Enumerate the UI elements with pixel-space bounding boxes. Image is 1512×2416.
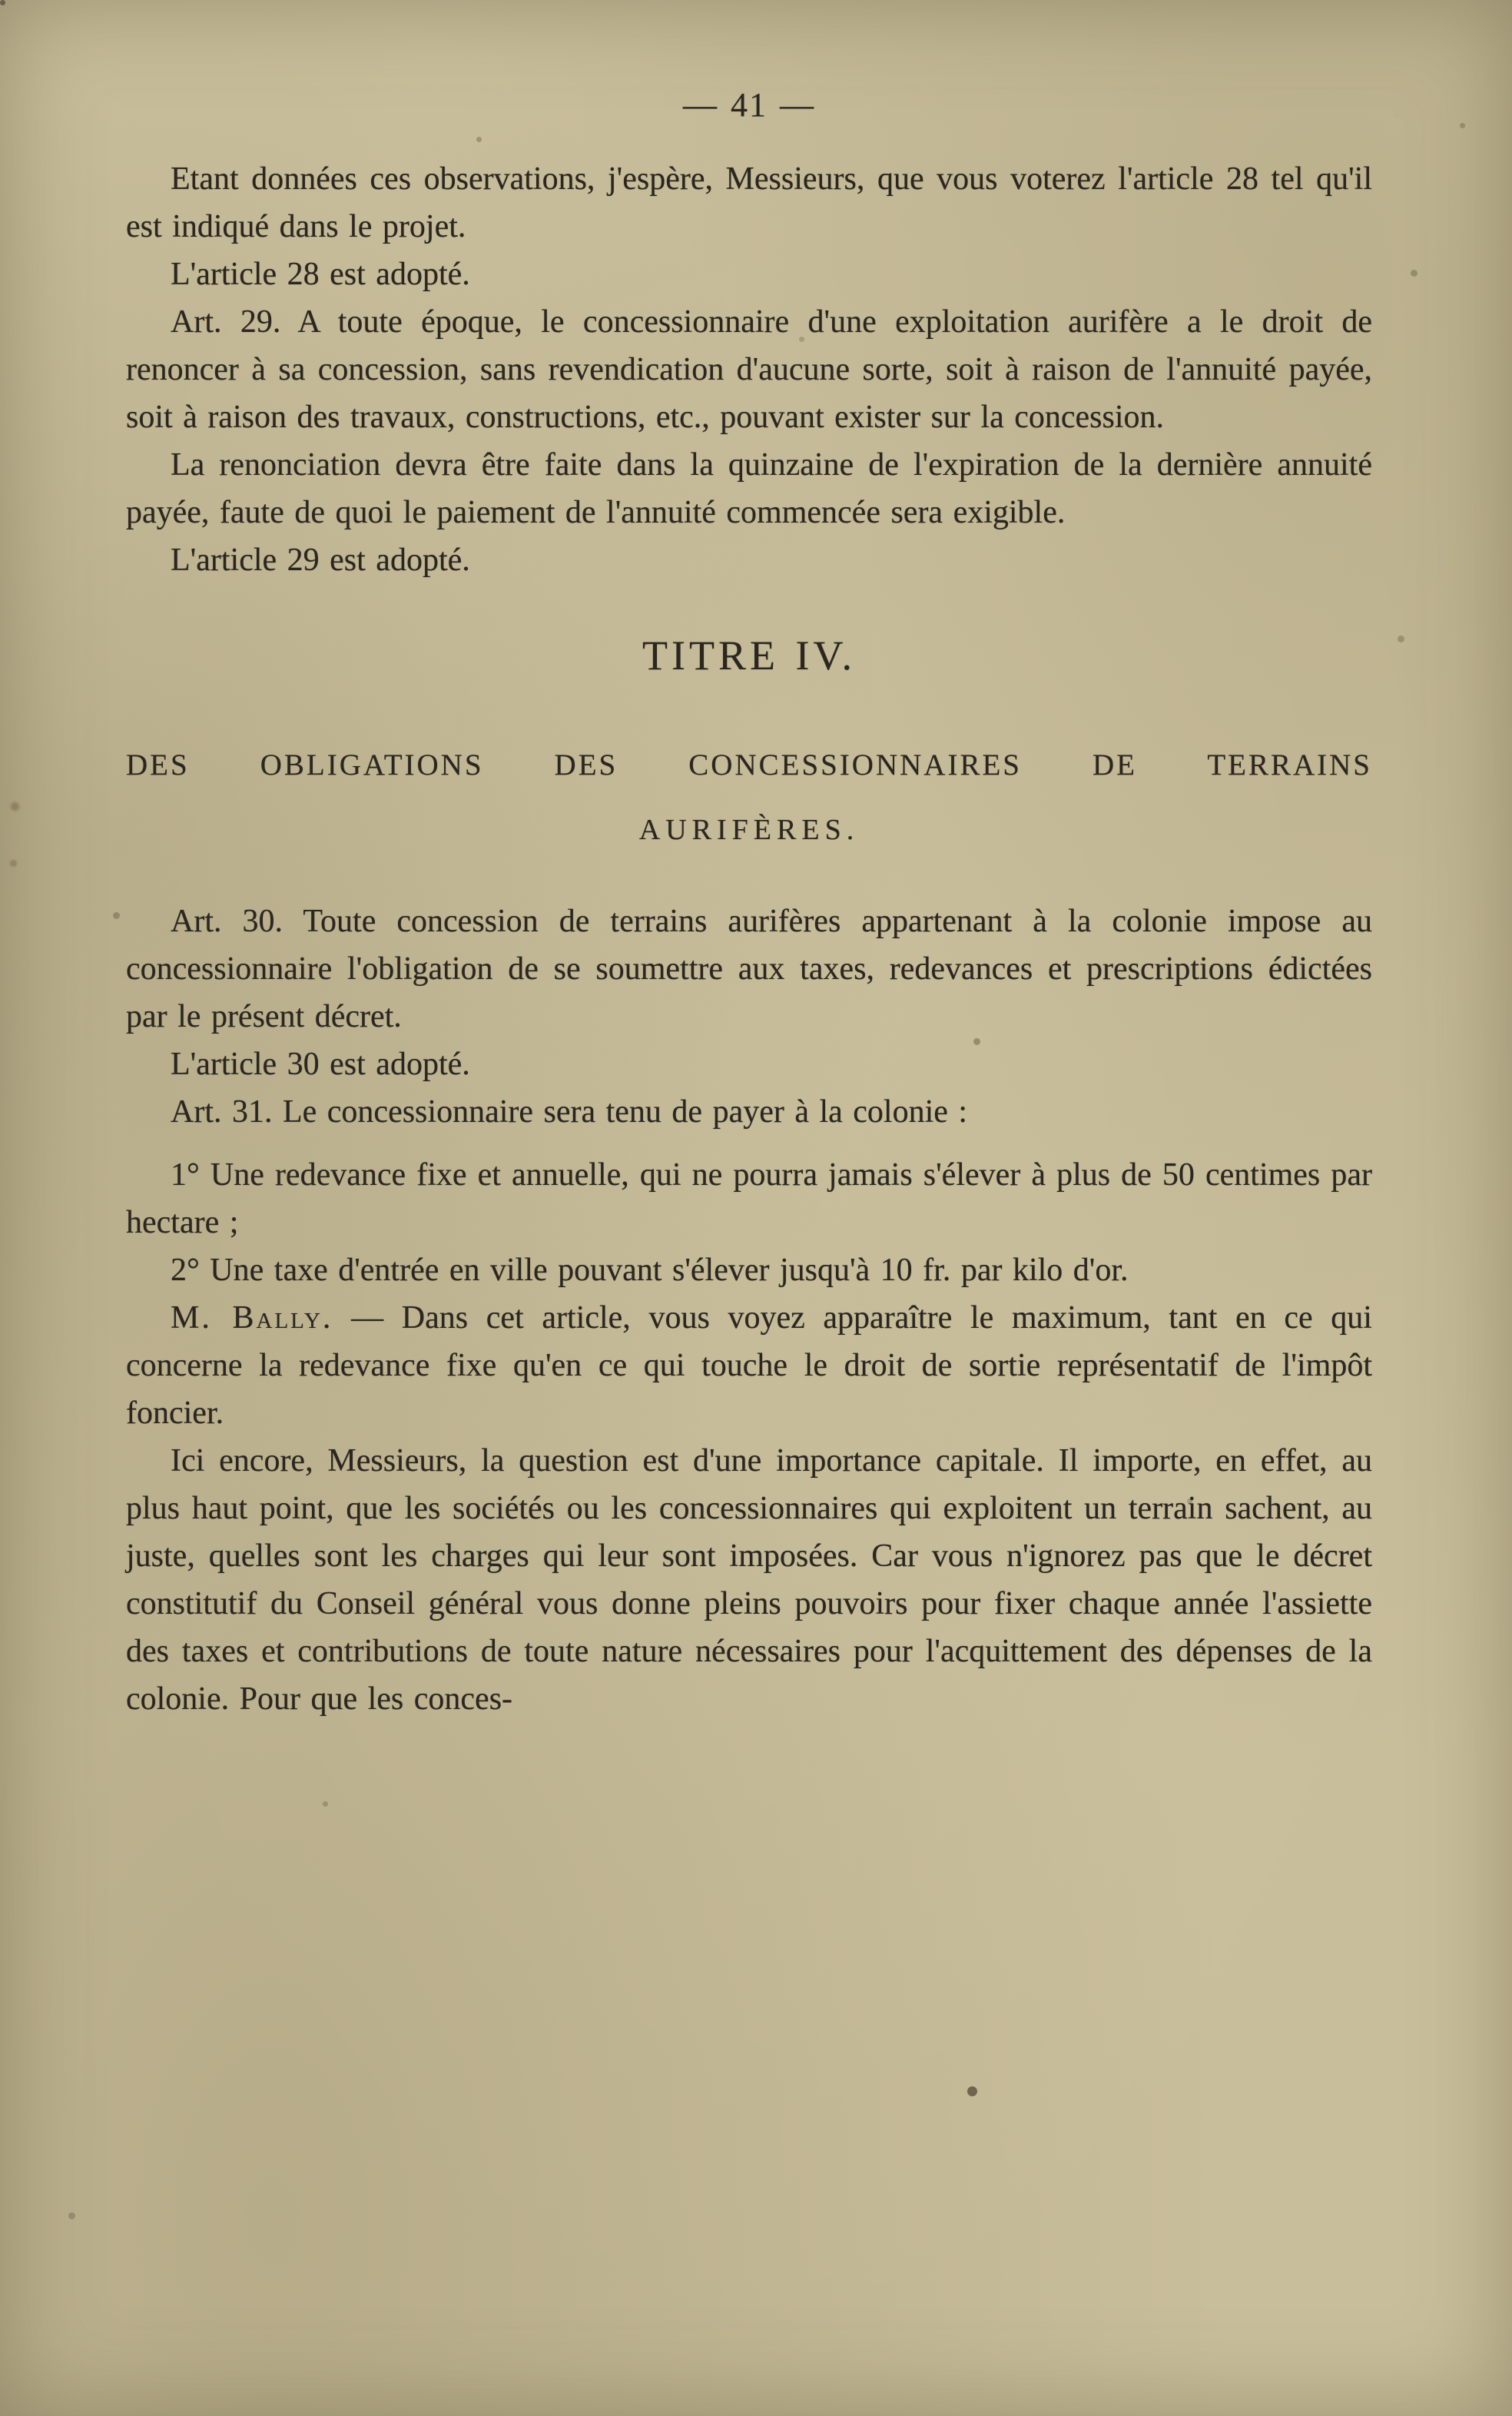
paragraph-speech-bally: [126, 1294, 1372, 1437]
speaker-name: M. Bally.: [171, 1300, 333, 1336]
titre-iv-subtitle-line-1: DES OBLIGATIONS DES CONCESSIONNAIRES DE TERRAINS: [126, 748, 1372, 782]
paragraph-art-30: Art. 30. Toute concession de terrains aurifères appartenant à la colonie impose au concessionnaire l'obligation de se soumettre aux taxes, redevances et prescriptions édictées par le présent décret.: [126, 904, 1372, 1034]
paragraph-ici-encore: Ici encore, Messieurs, la question est d'une importance capitale. Il importe, en effet, au plus haut point, que les sociétés ou les concessionnaires qui exploitent un terrain sachent, au juste, quelles sont les charges qui leur sont imposées. Car vous n'ignorez pas que le décret constitutif du Conseil général vous donne pleins pouvoirs pour fixer chaque année l'assiette des taxes et contributions de toute nature nécessaires pour l'acquittement des dépenses de la colonie. Pour que les conces-: [126, 1443, 1372, 1717]
list-item-taxe-entree: 2° Une taxe d'entrée en ville pouvant s'élever jusqu'à 10 fr. par kilo d'or.: [171, 1253, 1129, 1288]
paragraph-art-29: Art. 29. A toute époque, le concessionnaire d'une exploitation aurifère a le droit de renoncer à sa concession, sans revendication d'aucune sorte, soit à raison de l'annuité payée, soit à raison des travaux, constructions, etc., pouvant exister sur la concession.: [126, 304, 1372, 435]
page-text-block: [126, 81, 1372, 1723]
line-article-29-adopte: L'article 29 est adopté.: [171, 543, 470, 578]
titre-iv-subtitle-line-2: AURIFÈRES.: [638, 814, 860, 846]
list-item-redevance-fixe: 1° Une redevance fixe et annuelle, qui ne pourra jamais s'élever à plus de 50 centimes par hectare ;: [126, 1157, 1372, 1240]
line-article-28-adopte: L'article 28 est adopté.: [171, 257, 470, 292]
page-number: — 41 —: [683, 86, 815, 124]
line-article-30-adopte: L'article 30 est adopté.: [171, 1047, 470, 1082]
paragraph-observations: Etant données ces observations, j'espère, Messieurs, que vous voterez l'article 28 tel qu'il est indiqué dans le projet.: [126, 161, 1372, 244]
titre-iv-heading: TITRE IV.: [642, 632, 856, 679]
paragraph-renonciation: La renonciation devra être faite dans la quinzaine de l'expiration de la dernière annuité payée, faute de quoi le paiement de l'annuité commencée sera exigible.: [126, 447, 1372, 530]
speech-text: — Dans cet article, vous voyez apparaître le maximum, tant en ce qui concerne la redevance fixe qu'en ce qui touche le droit de sortie représentatif de l'impôt foncier.: [126, 1300, 1372, 1431]
paragraph-art-31: Art. 31. Le concessionnaire sera tenu de payer à la colonie :: [171, 1094, 968, 1130]
